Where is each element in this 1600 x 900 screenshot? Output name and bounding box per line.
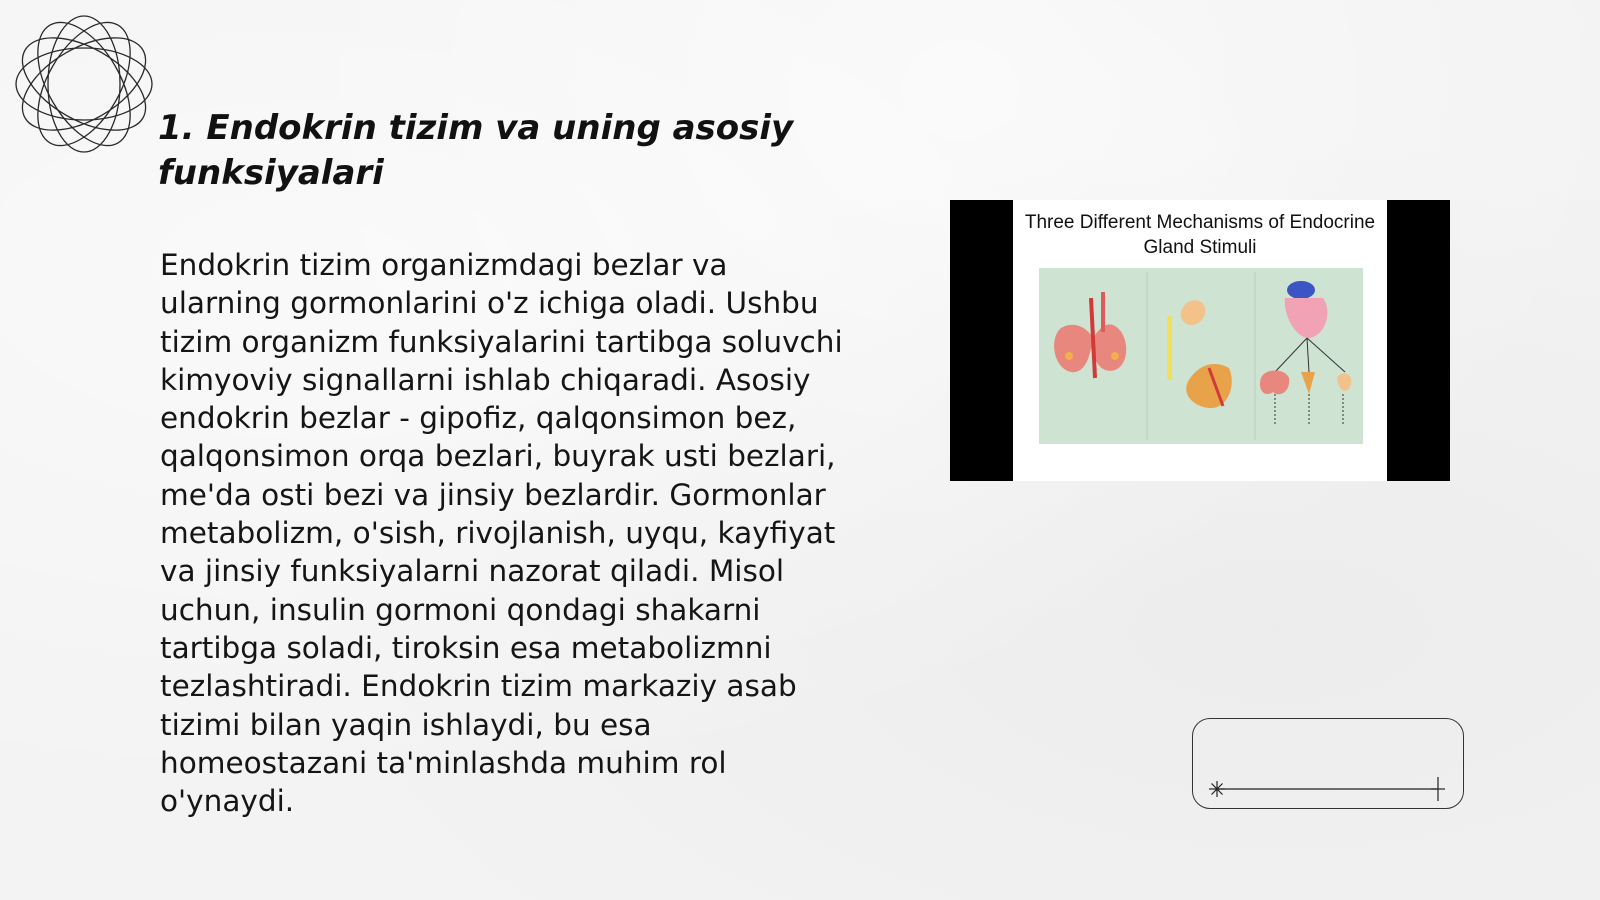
sparkle-start-icon bbox=[1209, 781, 1225, 797]
sparkle-end-icon bbox=[1431, 777, 1445, 801]
slide-body-text: Endokrin tizim organizmdagi bezlar va ularning gormonlarini o'z ichiga oladi. Ushbu tizim organizm funksiyalarini tartibga soluvchi kimyoviy signallarni ishlab chiqaradi. Asosiy endokrin bezlar - gipofiz, qalqonsimon bez, qalqonsimon orqa bezlari, buyrak usti bezlari, me'da osti bezi va jinsiy bezlardir. Gormonlar metabolizm, o'sish, rivojlanish, uyqu, kayfiyat va jinsiy funksiyalarni nazorat qiladi. Misol uchun, insulin gormoni qondagi shakarni tartibga soladi, tiroksin esa metabolizmni tezlashtiradi. Endokrin tizim markaziy asab tizimi bilan yaqin ishlaydi, bu esa homeostazani ta'minlashda muhim rol o'ynaydi. bbox=[160, 248, 843, 819]
decorative-rosette-icon bbox=[10, 10, 158, 158]
endocrine-mechanisms-diagram bbox=[1039, 268, 1363, 444]
timeline-widget bbox=[1192, 718, 1464, 809]
endocrine-figure bbox=[950, 200, 1450, 481]
slide-title: 1. Endokrin tizim va uning asosiy funksiyalari bbox=[158, 108, 794, 193]
figure-title: Three Different Mechanisms of Endocrine Gland Stimuli bbox=[1024, 212, 1376, 258]
timeline-line bbox=[1193, 719, 1465, 810]
figure-panel bbox=[1013, 200, 1387, 481]
